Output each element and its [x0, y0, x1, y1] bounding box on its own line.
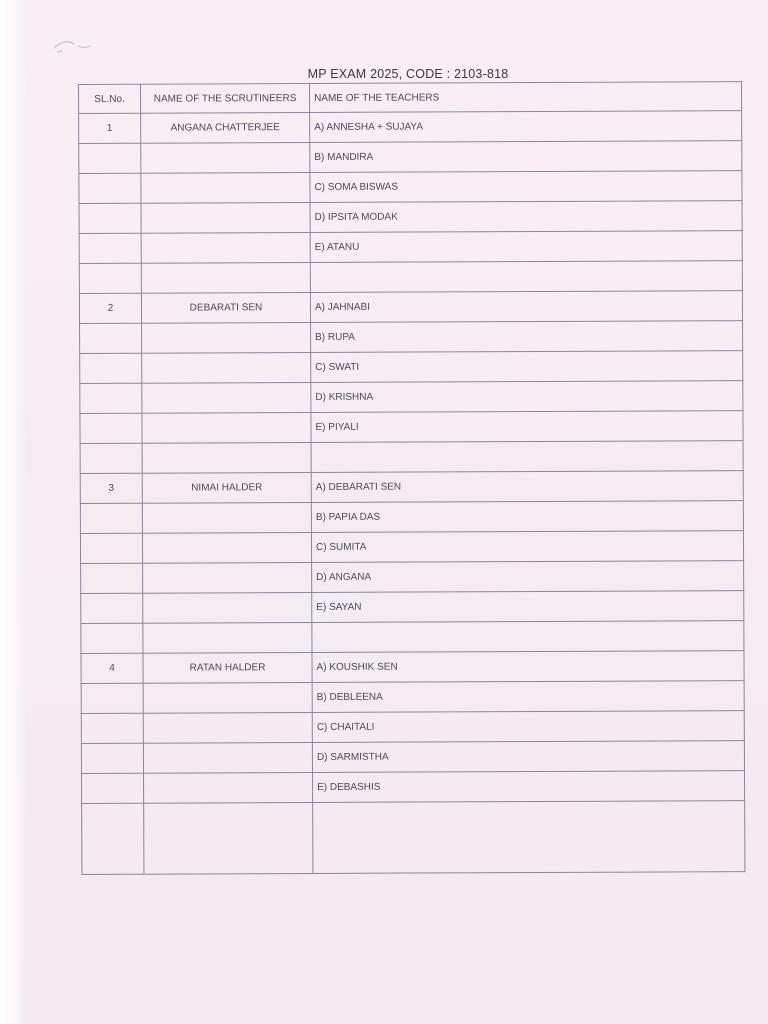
empty-cell [313, 801, 745, 874]
scrutineer-cell: NIMAI HALDER [142, 472, 311, 503]
table-row [79, 201, 742, 234]
table-row [80, 501, 743, 534]
table-row [79, 111, 742, 144]
empty-cell [143, 592, 312, 623]
empty-cell [81, 743, 143, 773]
empty-cell [143, 742, 312, 773]
empty-cell [142, 322, 311, 353]
table-row [80, 471, 743, 504]
teacher-cell: B) PAPIA DAS [311, 501, 743, 533]
empty-cell [79, 143, 141, 173]
empty-cell [142, 382, 311, 413]
empty-cell [79, 233, 141, 263]
sl-no-cell: 2 [79, 293, 141, 323]
document-title: MP EXAM 2025, CODE : 2103-818 [307, 67, 509, 81]
table-row [79, 291, 742, 324]
empty-cell [82, 803, 144, 874]
empty-cell [141, 142, 310, 173]
empty-cell [141, 262, 310, 293]
teacher-cell: E) DEBASHIS [313, 771, 745, 803]
table-row [79, 231, 742, 264]
sl-no-cell: 1 [79, 113, 141, 143]
empty-cell [141, 202, 310, 233]
teacher-cell: A) ANNESHA + SUJAYA [310, 111, 742, 143]
empty-cell [142, 532, 311, 563]
table-header-row [79, 82, 742, 114]
teacher-cell: B) DEBLEENA [312, 681, 744, 713]
teacher-cell: A) DEBARATI SEN [311, 471, 743, 503]
empty-cell [143, 682, 312, 713]
empty-cell [141, 232, 310, 263]
teacher-cell: B) RUPA [311, 321, 743, 353]
empty-cell [80, 383, 142, 413]
scrutineer-cell: DEBARATI SEN [141, 292, 310, 323]
pen-mark [48, 36, 108, 56]
empty-cell [79, 173, 141, 203]
teacher-cell: D) IPSITA MODAK [310, 201, 742, 233]
table-row [79, 141, 742, 174]
teacher-cell: C) SOMA BISWAS [310, 171, 742, 203]
teacher-cell: C) SUMITA [311, 531, 743, 563]
table-row [81, 711, 744, 744]
table-row [80, 531, 743, 564]
teacher-cell: E) ATANU [310, 231, 742, 263]
teacher-cell: D) ANGANA [312, 561, 744, 593]
teacher-cell: C) SWATI [311, 351, 743, 383]
empty-cell [144, 802, 313, 874]
empty-cell [142, 502, 311, 533]
header-sl-no: SL.No. [79, 84, 141, 113]
spacer-row [79, 261, 742, 294]
table-row [82, 771, 745, 804]
table-row [81, 591, 744, 624]
table-row [79, 171, 742, 204]
empty-cell [81, 683, 143, 713]
empty-cell [80, 323, 142, 353]
sl-no-cell: 4 [81, 653, 143, 683]
empty-cell [80, 443, 142, 473]
empty-cell [82, 773, 144, 803]
empty-cell [81, 623, 143, 653]
teacher-cell: A) KOUSHIK SEN [312, 651, 744, 683]
empty-cell [81, 713, 143, 743]
empty-cell [141, 172, 310, 203]
empty-cell [80, 413, 142, 443]
empty-cell [143, 712, 312, 743]
teacher-cell: A) JAHNABI [310, 291, 742, 323]
empty-cell [142, 412, 311, 443]
scan-edge [0, 0, 26, 1024]
empty-cell [81, 593, 143, 623]
empty-cell [79, 203, 141, 233]
empty-cell [310, 261, 742, 293]
header-scrutineers: NAME OF THE SCRUTINEERS [141, 83, 310, 113]
scrutineer-cell: RATAN HALDER [143, 652, 312, 683]
spacer-row [81, 621, 744, 654]
empty-cell [144, 772, 313, 803]
empty-cell [142, 352, 311, 383]
empty-cell [312, 621, 744, 653]
table-row [81, 561, 744, 594]
teacher-cell: E) PIYALI [311, 411, 743, 443]
empty-cell [143, 622, 312, 653]
teacher-cell: D) KRISHNA [311, 381, 743, 413]
table-row [81, 651, 744, 684]
empty-cell [80, 533, 142, 563]
teacher-cell: E) SAYAN [312, 591, 744, 623]
empty-cell [80, 353, 142, 383]
header-teachers: NAME OF THE TEACHERS [309, 82, 741, 113]
table-row [80, 321, 743, 354]
teacher-cell: B) MANDIRA [310, 141, 742, 173]
scrutineer-table [78, 81, 745, 875]
empty-cell [80, 503, 142, 533]
table-row [81, 741, 744, 774]
table-row [81, 681, 744, 714]
scrutineer-cell: ANGANA CHATTERJEE [141, 112, 310, 143]
table-row [80, 381, 743, 414]
spacer-row [82, 801, 745, 875]
empty-cell [311, 441, 743, 473]
empty-cell [142, 442, 311, 473]
spacer-row [80, 441, 743, 474]
empty-cell [81, 563, 143, 593]
sl-no-cell: 3 [80, 473, 142, 503]
table-row [80, 351, 743, 384]
teacher-cell: C) CHAITALI [312, 711, 744, 743]
table-row [80, 411, 743, 444]
empty-cell [143, 562, 312, 593]
empty-cell [79, 263, 141, 293]
teacher-cell: D) SARMISTHA [312, 741, 744, 773]
